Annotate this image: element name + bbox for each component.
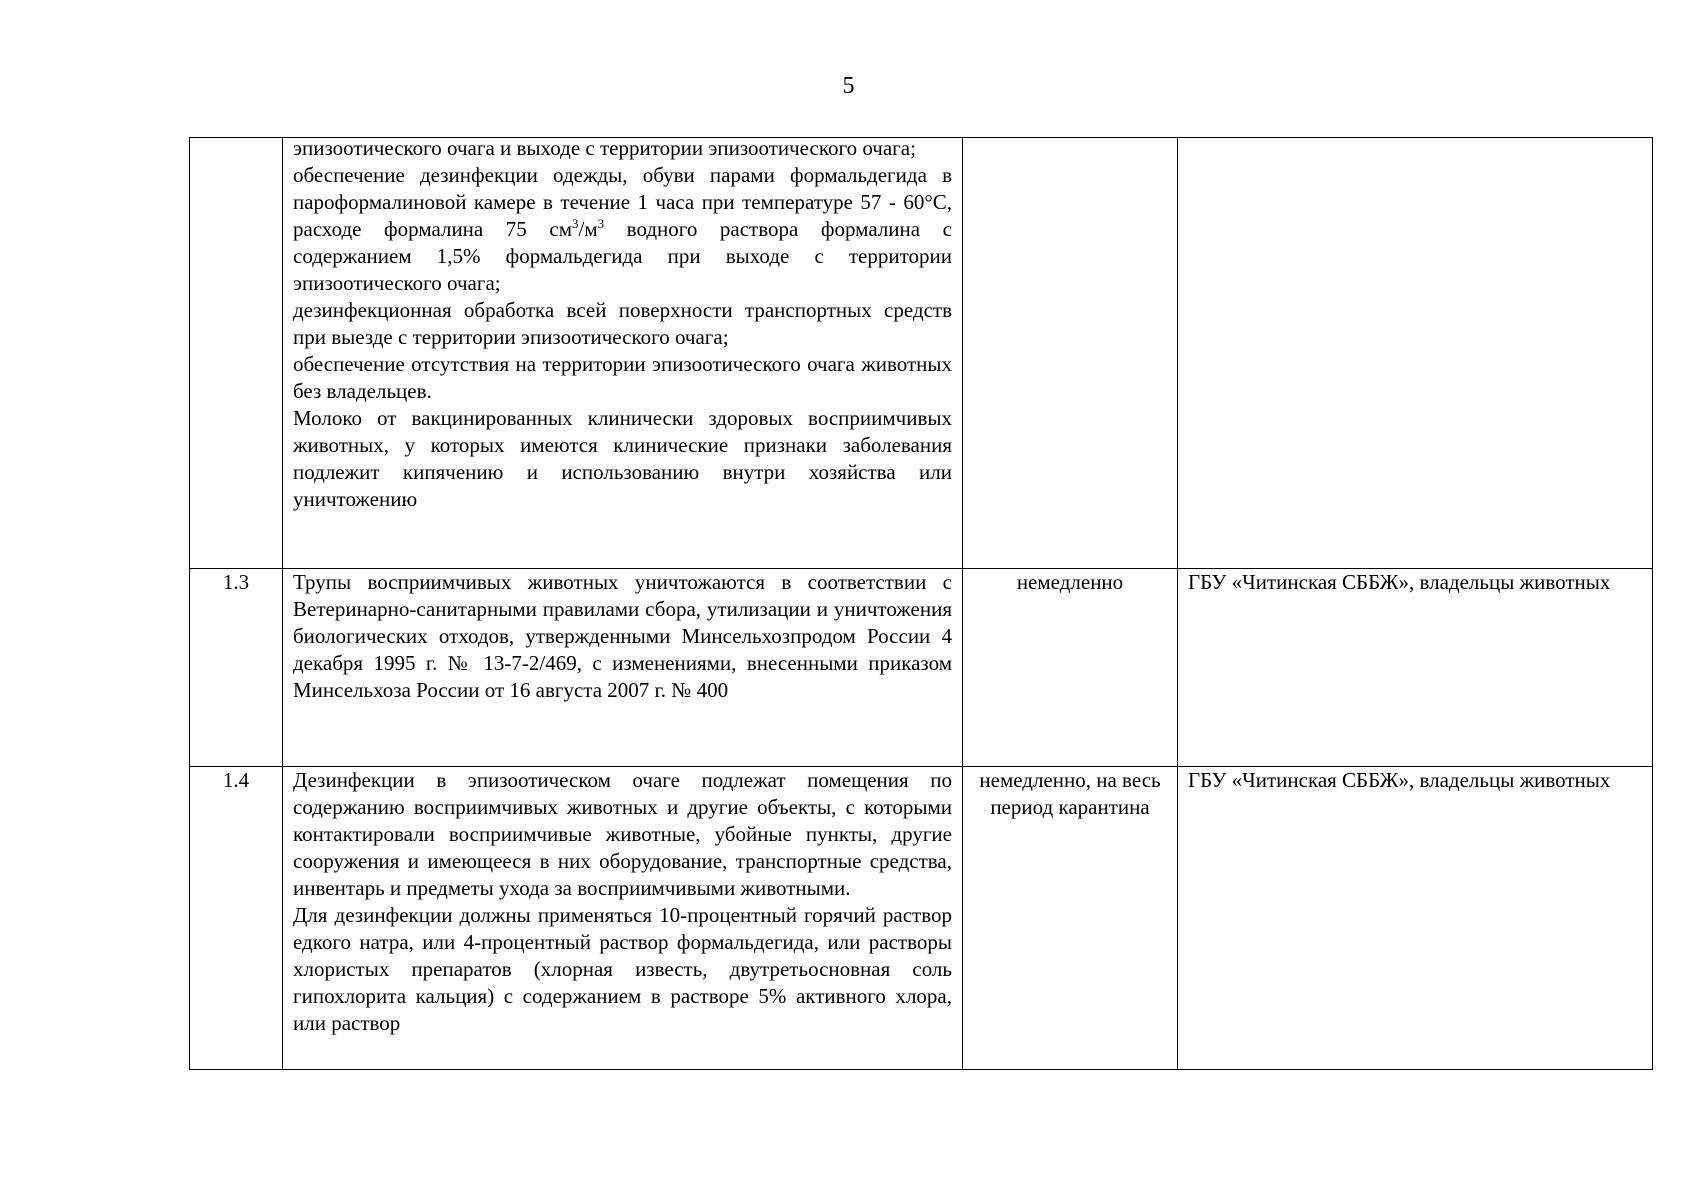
measure-description-cell <box>283 138 963 569</box>
measure-paragraph: обеспечение отсутствия на территории эпизоотического очага животных без владельцев. <box>293 352 952 403</box>
measure-description-cell <box>283 569 963 767</box>
row-number-cell <box>190 569 283 767</box>
measure-paragraph: эпизоотического очага и выходе с территории эпизоотического очага; <box>293 136 916 160</box>
row-number-cell <box>190 767 283 1070</box>
measure-paragraph: Молоко от вакцинированных клинически здоровых восприимчивых животных, у которых имеются клинические признаки заболевания подлежит кипячению и использованию внутри хозяйства или уничтожению <box>293 406 952 511</box>
responsible-text: ГБУ «Читинская СББЖ», владельцы животных <box>1188 570 1611 594</box>
measure-paragraph: Для дезинфекции должны применяться 10-процентный горячий раствор едкого натра, или 4-процентный раствор формальдегида, или растворы хлористых препаратов (хлорная известь, двутретьосновная соль гипохлорита кальция) с содержанием в растворе 5% активного хлора, или раствор <box>293 903 952 1035</box>
term-text: немедленно <box>1016 570 1124 594</box>
responsible-cell <box>1178 569 1653 767</box>
measure-paragraph: Дезинфекции в эпизоотическом очаге подлежат помещения по содержанию восприимчивых животных и другие объекты, с которыми контактировали восприимчивые животные, убойные пункты, другие сооружения и имеющееся в них оборудование, транспортные средства, инвентарь и предметы ухода за восприимчивыми животными. <box>293 768 952 900</box>
term-cell <box>963 138 1178 569</box>
row-number-cell <box>190 138 283 569</box>
page-number: 5 <box>842 73 855 99</box>
measure-description-cell <box>283 767 963 1070</box>
measure-paragraph: обеспечение дезинфекции одежды, обуви парами формальдегида в пароформалиновой камере в течение 1 часа при температуре 57 - 60°С, расходе формалина 75 $см^3/м^3$ водного раствора формалина с содержанием 1,5% формальдегида при выходе с территории эпизоотического очага; <box>293 163 952 295</box>
superscript-three: 3 <box>571 216 579 231</box>
term-text: немедленно, на весь период карантина <box>979 768 1161 819</box>
responsible-cell <box>1178 138 1653 569</box>
responsible-cell <box>1178 767 1653 1070</box>
table-row <box>190 767 1653 1070</box>
responsible-text: ГБУ «Читинская СББЖ», владельцы животных <box>1188 768 1611 792</box>
term-cell <box>963 767 1178 1070</box>
table-row <box>190 138 1653 569</box>
measure-paragraph: Трупы восприимчивых животных уничтожаются в соответствии с Ветеринарно-санитарными правилами сбора, утилизации и уничтожения биологических отходов, утвержденными Минсельхозпродом России 4 декабря 1995 г. № 13-7-2/469, с изменениями, внесенными приказом Минсельхоза России от 16 августа 2007 г. № 400 <box>293 570 952 702</box>
measures-table <box>189 137 1653 1070</box>
row-number: 1.3 <box>222 570 250 594</box>
table-row <box>190 569 1653 767</box>
measure-paragraph: дезинфекционная обработка всей поверхности транспортных средств при выезде с территории эпизоотического очага; <box>293 298 952 349</box>
superscript-three: 3 <box>597 216 605 231</box>
description-clip <box>293 767 952 1065</box>
row-number: 1.4 <box>222 768 250 792</box>
term-cell <box>963 569 1178 767</box>
